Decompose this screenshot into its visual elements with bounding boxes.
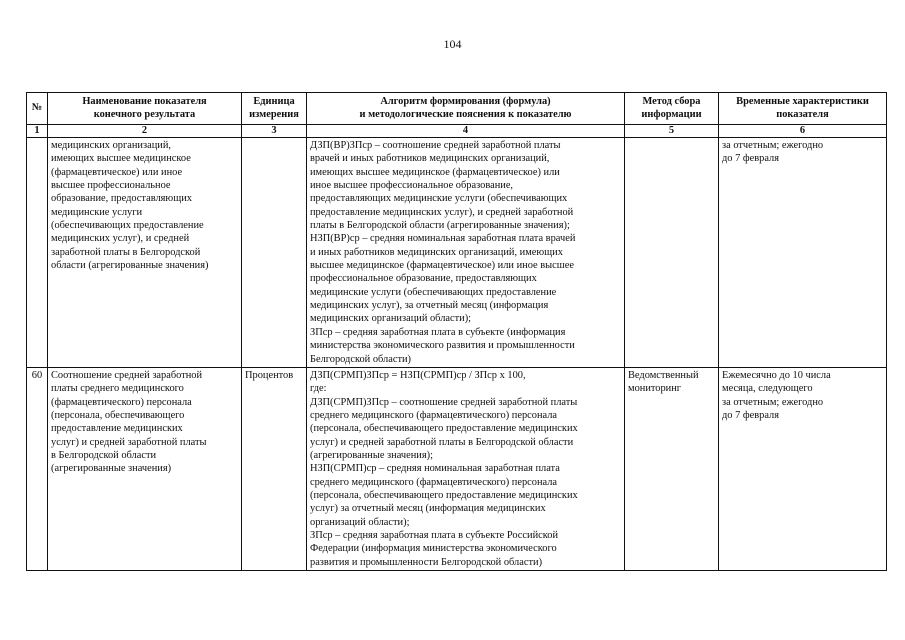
- table-row: [27, 138, 887, 368]
- header-cell-method: Метод сбора информации: [625, 93, 719, 125]
- cell-line: (персонала, обеспечивающего: [51, 409, 185, 421]
- page-number: 104: [443, 37, 462, 51]
- algorithm-text: [307, 367, 625, 570]
- cell-line: Соотношение средней заработной: [51, 369, 203, 381]
- cell-line: за отчетным; ежегодно: [722, 396, 824, 408]
- header-cell-unit: Единица измерения: [242, 93, 307, 125]
- cell-line: предоставляющих медицинские услуги (обеспечивающих: [310, 193, 568, 205]
- cell-line: ДЗП(СРМП)ЗПср = НЗП(СРМП)ср / ЗПср х 100,: [310, 369, 526, 381]
- cell-line: организаций области);: [310, 516, 410, 528]
- cell-line: (агрегированные значения): [51, 463, 172, 475]
- row-number: [27, 138, 48, 368]
- cell-line: где:: [310, 383, 327, 395]
- cell-line: услуг) и средней заработной платы: [51, 436, 207, 448]
- cell-line: медицинских услуг), за отчетный месяц (информация: [310, 300, 549, 312]
- unit-of-measure: [242, 138, 307, 368]
- cell-line: за отчетным; ежегодно: [722, 140, 824, 151]
- cell-line: до 7 февраля: [722, 409, 779, 421]
- cell-line: профессиональное образование, предоставляющих: [310, 273, 537, 285]
- cell-line: платы среднего медицинского: [51, 383, 184, 395]
- cell-line: среднего медицинского (фармацевтического) персонала: [310, 476, 558, 488]
- row-number: 60: [27, 367, 48, 570]
- algorithm-text: [307, 138, 625, 368]
- cell-line: имеющих высшее медицинское (фармацевтическое) или: [310, 166, 560, 178]
- header-cell-algorithm: Алгоритм формирования (формула) и методологические пояснения к показателю: [307, 93, 625, 125]
- column-number: 1: [27, 125, 48, 138]
- cell-line: ДЗП(СРМП)ЗПср – соотношение средней заработной платы: [310, 396, 578, 408]
- cell-line: медицинских организаций,: [51, 140, 171, 151]
- cell-line: Белгородской области): [310, 353, 412, 365]
- column-number-row: [27, 125, 887, 138]
- cell-line: министерства экономического развития и промышленности: [310, 340, 575, 352]
- cell-line: ЗПср – средняя заработная плата в субъекте Российской: [310, 529, 559, 541]
- cell-line: имеющих высшее медицинское: [51, 153, 191, 165]
- cell-line: области (агрегированные значения): [51, 260, 209, 272]
- cell-line: услуг) и средней заработной платы в Белгородской области: [310, 436, 574, 448]
- indicator-name: [48, 367, 242, 570]
- header-cell-timing: Временные характеристики показателя: [719, 93, 887, 125]
- cell-line: (агрегированные значения);: [310, 449, 433, 461]
- cell-line: Процентов: [245, 369, 294, 381]
- cell-line: предоставление медицинских: [51, 423, 183, 435]
- cell-line: мониторинг: [628, 383, 682, 395]
- cell-line: медицинские услуги: [51, 206, 143, 218]
- cell-line: (персонала, обеспечивающего предоставление медицинских: [310, 489, 578, 501]
- time-characteristics: [719, 367, 887, 570]
- column-number: 5: [625, 125, 719, 138]
- cell-line: врачей и иных работников медицинских организаций,: [310, 153, 550, 165]
- cell-line: среднего медицинского (фармацевтического) персонала: [310, 409, 558, 421]
- indicator-name: [48, 138, 242, 368]
- cell-line: НЗП(ВР)ср – средняя номинальная заработная плата врачей: [310, 233, 576, 245]
- cell-line: (фармацевтическое) или иное: [51, 166, 183, 178]
- cell-line: высшее профессиональное: [51, 180, 171, 192]
- column-number: 3: [242, 125, 307, 138]
- cell-line: (фармацевтического) персонала: [51, 396, 192, 408]
- cell-line: медицинские услуги (обеспечивающих предоставление: [310, 286, 557, 298]
- cell-line: Ежемесячно до 10 числа: [722, 369, 831, 381]
- cell-line: ДЗП(ВР)ЗПср – соотношение средней заработной платы: [310, 140, 561, 151]
- table-row: [27, 367, 887, 570]
- unit-of-measure: [242, 367, 307, 570]
- collection-method: [625, 367, 719, 570]
- cell-line: ЗПср – средняя заработная плата в субъекте (информация: [310, 326, 566, 338]
- header-row: [27, 93, 887, 125]
- cell-line: развития и промышленности Белгородской области): [310, 556, 543, 568]
- cell-line: НЗП(СРМП)ср – средняя номинальная заработная плата: [310, 463, 560, 475]
- header-cell-name: Наименование показателя конечного результата: [48, 93, 242, 125]
- cell-line: и иных работников медицинских организаций, имеющих: [310, 246, 563, 258]
- cell-line: (персонала, обеспечивающего предоставление медицинских: [310, 423, 578, 435]
- cell-line: высшее медицинское (фармацевтическое) или иное высшее: [310, 260, 574, 272]
- cell-line: Ведомственный: [628, 369, 699, 381]
- cell-line: Федерации (информация министерства экономического: [310, 543, 557, 555]
- cell-line: услуг) за отчетный месяц (информация медицинских: [310, 503, 546, 515]
- header-cell-num: №: [27, 93, 48, 125]
- cell-line: в Белгородской области: [51, 449, 157, 461]
- cell-line: медицинских услуг), и средней: [51, 233, 190, 245]
- cell-line: иное высшее профессиональное образование,: [310, 180, 514, 192]
- time-characteristics: [719, 138, 887, 368]
- column-number: 6: [719, 125, 887, 138]
- cell-line: заработной платы в Белгородской: [51, 246, 201, 258]
- cell-line: образование, предоставляющих: [51, 193, 192, 205]
- cell-line: месяца, следующего: [722, 383, 813, 395]
- cell-line: (обеспечивающих предоставление: [51, 220, 204, 232]
- cell-line: предоставление медицинских услуг), и средней заработной: [310, 206, 574, 218]
- column-number: 2: [48, 125, 242, 138]
- cell-line: медицинских организаций области);: [310, 313, 472, 325]
- column-number: 4: [307, 125, 625, 138]
- cell-line: платы в Белгородской области (агрегированные значения);: [310, 220, 570, 232]
- cell-line: до 7 февраля: [722, 153, 779, 165]
- indicator-table: [26, 92, 887, 571]
- collection-method: [625, 138, 719, 368]
